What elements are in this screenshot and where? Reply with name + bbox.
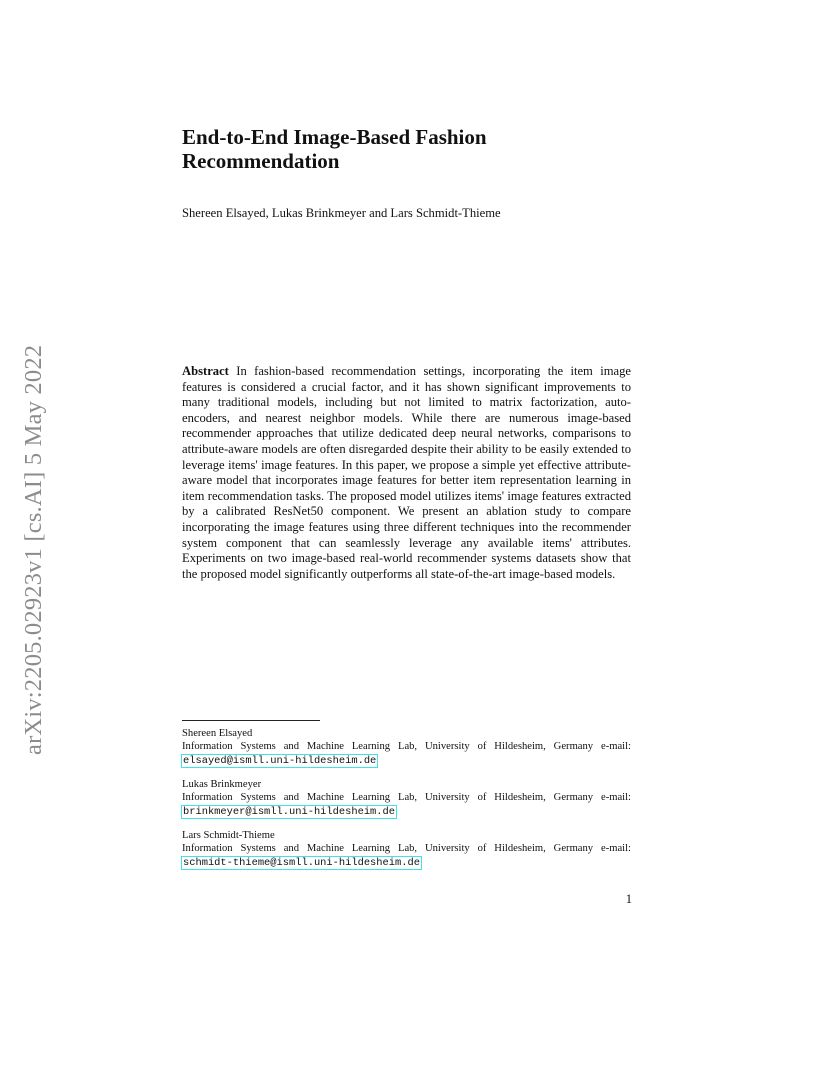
author-footnotes [182, 727, 631, 880]
footnote-affiliation: Information Systems and Machine Learning Lab, University of Hildesheim, Germany e-mail: [182, 843, 631, 855]
title-line-1: End-to-End Image-Based Fashion [182, 125, 487, 149]
arxiv-identifier: arXiv:2205.02923v1 [cs.AI] 5 May 2022 [20, 344, 47, 755]
footnote-rule [182, 720, 320, 721]
abstract [182, 364, 631, 582]
page-number: 1 [625, 892, 632, 906]
email-link[interactable]: elsayed@ismll.uni-hildesheim.de [183, 754, 377, 767]
footnote-author-2 [182, 778, 631, 819]
footnote-affiliation: Information Systems and Machine Learning Lab, University of Hildesheim, Germany e-mail: [182, 741, 631, 753]
title-line-2: Recommendation [182, 149, 340, 173]
footnote-affiliation: Information Systems and Machine Learning Lab, University of Hildesheim, Germany e-mail: [182, 792, 631, 804]
footnote-name: Shereen Elsayed [182, 728, 253, 739]
abstract-text: In fashion-based recommendation settings, incorporating the item image features is considered a crucial factor, and it has shown significant improvements to many traditional models, including but not limited to matrix factorization, auto-encoders, and nearest neighbor models. While there are numerous image-based recommender approaches that utilize dedicated deep neural networks, comparisons to attribute-aware models are often disregarded despite their ability to be easily extended to leverage items' image features. In this paper, we propose a simple yet effective attribute-aware model that incorporates image features for better item representation learning in item recommendation tasks. The proposed model utilizes items' image features extracted by a calibrated ResNet50 component. We present an ablation study to compare incorporating the image features using three different techniques into the recommender system component that can seamlessly leverage any available items' attributes. Experiments on two image-based real-world recommender systems datasets show that the proposed model significantly outperforms all state-of-the-art image-based models. [182, 364, 631, 581]
abstract-label: Abstract [182, 364, 229, 378]
paper-title [182, 125, 582, 173]
email-link[interactable]: brinkmeyer@ismll.uni-hildesheim.de [183, 805, 396, 818]
email-link[interactable]: schmidt-thieme@ismll.uni-hildesheim.de [183, 856, 420, 869]
footnote-name: Lukas Brinkmeyer [182, 779, 262, 791]
footnote-author-1 [182, 727, 631, 768]
footnote-author-3 [182, 829, 631, 870]
author-list: Shereen Elsayed, Lukas Brinkmeyer and Lars Schmidt-Thieme [182, 206, 501, 220]
footnote-name: Lars Schmidt-Thieme [182, 830, 275, 842]
